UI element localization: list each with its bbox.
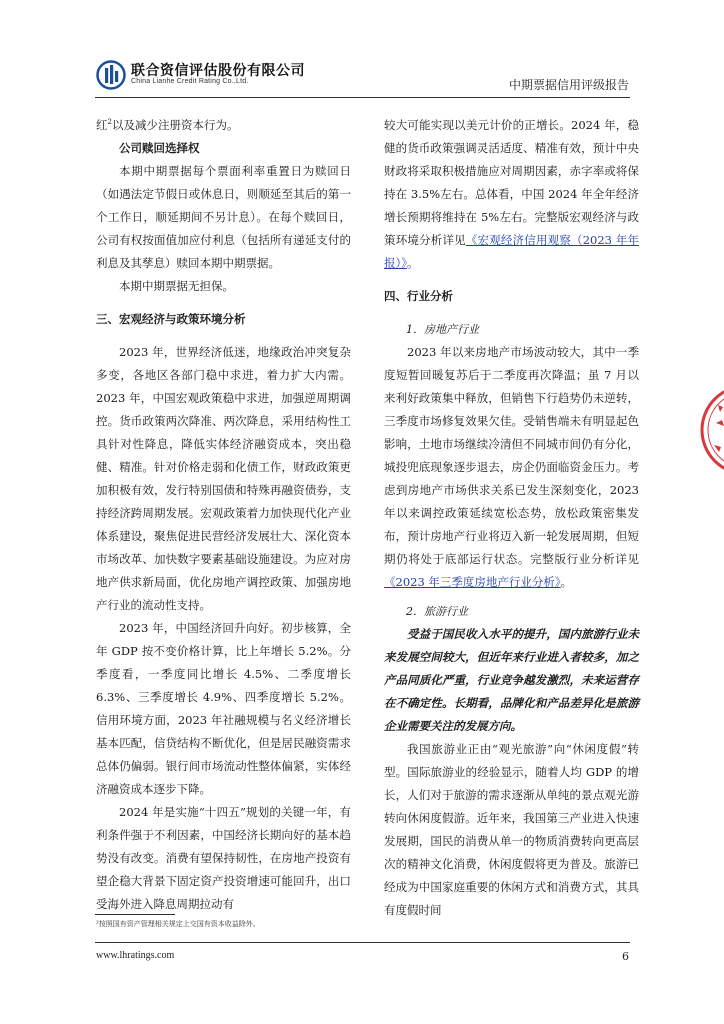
footer-divider xyxy=(95,942,630,943)
company-logo-icon xyxy=(96,60,126,90)
heading-redemption-option: 公司赎回选择权 xyxy=(119,141,200,155)
section-heading-industry: 四、行业分析 xyxy=(384,289,453,303)
paragraph-redemption: 本期中期票据每个票面利率重置日为赎回日（如遇法定节假日或休息日，则顺延至其后的第一个工作日，顺延期间不另计息）。在每个赎回日，公司有权按面值加应付利息（包括所有递延支付的利息及其孳息）赎回本期中期票据。 xyxy=(96,164,351,270)
brand-name-en: China Lianhe Credit Rating Co.,Ltd. xyxy=(131,78,249,85)
paragraph-guarantee: 本期中期票据无担保。 xyxy=(119,279,234,293)
seal-stamp-icon xyxy=(700,365,724,495)
paragraph-macro-policy: 2023 年，世界经济低迷，地缘政治冲突复杂多变，各地区各部门稳中求进，着力扩大内需。2023 年，中国宏观政策稳中求进，加强逆周期调控。货币政策两次降准、两次降息，采用结构性工具针对性降息，降低实体经济融资成本，突出稳健、精准。针对价格走弱和化债工作，财政政策更加积极有效，发行特别国债和特殊再融资债券，支持经济跨周期发展。宏观政策着力加快现代化产业体系建设，聚焦促进民营经济发展壮大、深化资本市场改革、加快数字要素基础设施建设。为应对房地产供求新局面，优化房地产调控政策、加强房地产行业的流动性支持。 xyxy=(96,345,351,612)
page-number: 6 xyxy=(622,950,629,963)
subheading-real-estate: 1．房地产行业 xyxy=(406,323,479,336)
brand-name-cn: 联合资信评估股份有限公司 xyxy=(131,63,305,79)
report-title: 中期票据信用评级报告 xyxy=(508,78,629,92)
left-column xyxy=(96,114,351,916)
paragraph-tourism: 我国旅游业正由“观光旅游”向“休闲度假”转型。国际旅游业的经验显示，随着人均 GDP 的增长，人们对于旅游的需求逐渐从单纯的景点观光游转向休闲度假游。近年来，我国第三产业进入快速发展期，国民的消费从单一的物质消费转向更高层次的精神文化消费，休闲度假将更为普及。旅游已经成为中国家庭重要的休闲方式和消费方式，其具有度假时间 xyxy=(384,742,639,917)
footnote-text: ²按照国有资产管理相关规定上交国有资本收益除外。 xyxy=(96,920,260,928)
paragraph-macro-outlook: 2024 年是实施“十四五”规划的关键一年，有利条件强于不利因素，中国经济长期向好的基本趋势没有改变。消费有望保持韧性，在房地产投资有望企稳大背景下固定资产投资增速可能回升，出口受海外进入降息周期拉动有 xyxy=(96,805,351,911)
footnote-divider xyxy=(95,914,175,915)
section-heading-macro: 三、宏观经济与政策环境分析 xyxy=(96,312,246,326)
link-macro-report[interactable]: 《宏观经济信用观察（2023 年年报）》 xyxy=(384,233,640,270)
header-divider xyxy=(95,97,630,98)
right-column xyxy=(384,114,639,922)
footer-website-link[interactable]: www.lhratings.com xyxy=(96,950,175,961)
subheading-tourism: 2．旅游行业 xyxy=(406,605,468,618)
paragraph-real-estate: 2023 年以来房地产市场波动较大，其中一季度短暂回暖复苏后于二季度再次降温；虽 7 月以来利好政策集中释放，但销售下行趋势仍未逆转，三季度市场修复效果欠佳。受销售端未有明显起色影响，土地市场继续冷清但不同城市间仍有分化，城投兜底现象逐步退去，房企仍面临资金压力。考虑到房地产市场供求关系已发生深刻变化，2023 年以来调控政策延续宽松态势，放松政策密集发布，预计房地产行业将迈入新一轮发展周期，但短期仍将处于底部运行状态。完整版行业分析详见《2023 年三季度房地产行业分析》。 xyxy=(384,345,639,589)
paragraph-macro-continued: 较大可能实现以美元计价的正增长。2024 年，稳健的货币政策强调灵活适度、精准有效，预计中央财政将采取积极措施应对周期因素，赤字率或将保持在 3.5%左右。总体看，中国 2024 年全年经济增长预期将维持在 5%左右。完整版宏观经济与政策环境分析详见《宏观经济信用观察（2023 年年报）》。 xyxy=(384,118,640,270)
link-real-estate-report[interactable]: 《2023 年三季度房地产行业分析》 xyxy=(384,575,561,589)
paragraph-macro-gdp: 2023 年，中国经济回升向好。初步核算，全年 GDP 按不变价格计算，比上年增长 5.2%。分季度看，一季度同比增长 4.5%、二季度增长 6.3%、三季度增长 4.9%、四季度增长 5.2%。信用环境方面，2023 年社融规模与名义经济增长基本匹配，信贷结构不断优化，但是居民融资需求总体仍偏弱。银行间市场流动性整体偏紧，实体经济融资成本逐步下降。 xyxy=(96,621,351,796)
paragraph-tourism-summary: 受益于国民收入水平的提升，国内旅游行业未来发展空间较大，但近年来行业进入者较多，加之产品同质化严重，行业竞争越发激烈，未来运营存在不确定性。长期看，品牌化和产品差异化是旅游企业需要关注的发展方向。 xyxy=(384,627,639,733)
paragraph-continuation: 红$^2$以及减少注册资本行为。 xyxy=(96,118,239,132)
footnote-marker: 2 xyxy=(107,118,112,127)
